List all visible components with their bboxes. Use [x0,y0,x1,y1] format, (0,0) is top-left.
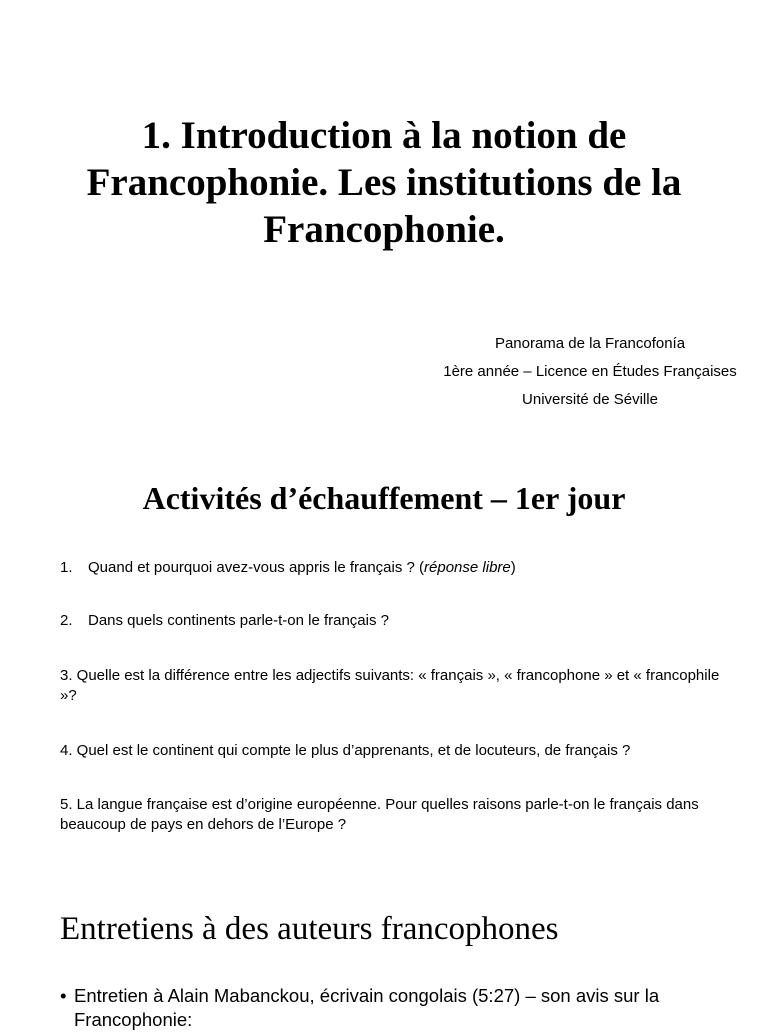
interviews-heading: Entretiens à des auteurs francophones [60,911,559,947]
question-4: 4. Quel est le continent qui compte le plus d’apprenants, et de locuteurs, de français ? [60,742,631,759]
question-text: Dans quels continents parle-t-on le français ? [88,612,389,629]
course-name: Panorama de la Francofonía [494,335,686,352]
program-name: 1ère année – Licence en Études Françaises [443,363,737,380]
question-text: Quand et pourquoi avez-vous appris le français ? ( [88,559,425,576]
question-number: 1. [60,559,73,576]
document-title: 1. Introduction à la notion de Francophonie. Les institutions de la Francophonie. [86,114,682,251]
list-item-text: Entretien à Alain Mabanckou, écrivain congolais (5:27) – son avis sur la Francophonie: [74,985,660,1030]
question-number: 2. [60,612,73,629]
university-name: Université de Séville [522,391,658,408]
question-1 [60,558,740,578]
question-2 [60,611,740,631]
question-5: 5. La langue française est d’origine européenne. Pour quelles raisons parle-t-on le français dans beaucoup de pays en dehors de l’Europe ? [60,796,699,833]
warmup-heading: Activités d’échauffement – 1er jour [142,480,626,516]
course-info [400,330,768,414]
bullet-icon: • [60,985,67,1006]
question-3: 3. Quelle est la différence entre les adjectifs suivants: « français », « francophone » et « francophile »? [60,667,720,704]
question-italic-note: réponse libre [424,559,511,576]
list-item [60,984,734,1032]
question-text-end: ) [510,559,516,576]
